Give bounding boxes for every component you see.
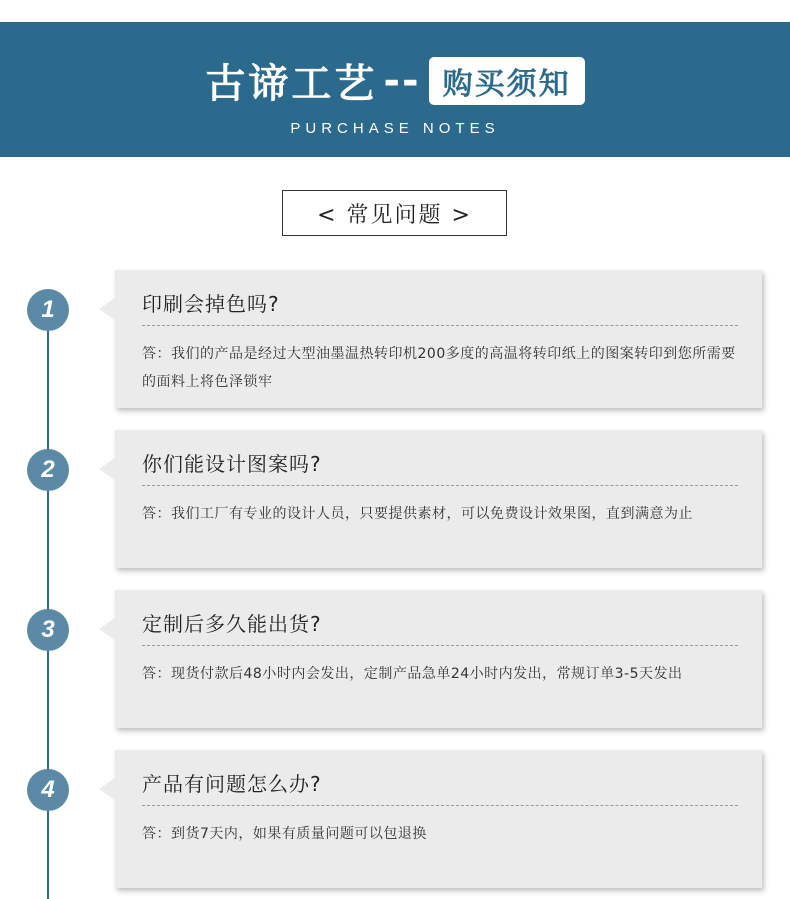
dashed-divider <box>142 485 738 486</box>
header-subtitle: PURCHASE NOTES <box>290 120 500 137</box>
dashed-divider <box>142 325 738 326</box>
faq-number-badge: 1 <box>27 289 69 331</box>
faq-card <box>115 750 762 888</box>
faq-question: 产品有问题怎么办? <box>142 772 322 796</box>
faq-number-badge: 3 <box>27 609 69 651</box>
faq-section-title: < 常见问题 > <box>282 190 507 236</box>
dashed-divider <box>142 805 738 806</box>
faq-question: 印刷会掉色吗? <box>142 292 280 316</box>
faq-answer: 答：我们工厂有专业的设计人员，只要提供素材，可以免费设计效果图，直到满意为止 <box>142 506 693 522</box>
brand-name: 古谛工艺 <box>205 61 378 107</box>
faq-number-badge: 4 <box>27 769 69 811</box>
header-banner <box>0 22 790 157</box>
faq-question: 你们能设计图案吗? <box>142 452 322 476</box>
faq-answer: 答：我们的产品是经过大型油墨温热转印机200多度的高温将转印纸上的图案转印到您所需要的面料上将色泽锁牢 <box>142 346 736 390</box>
purchase-notice-label: 购买须知 <box>429 57 585 105</box>
faq-card <box>115 270 762 408</box>
faq-card <box>115 430 762 568</box>
faq-answer: 答：到货7天内，如果有质量问题可以包退换 <box>142 826 427 842</box>
title-dash: -- <box>383 57 421 104</box>
faq-card <box>115 590 762 728</box>
faq-question: 定制后多久能出货? <box>142 612 322 636</box>
faq-answer: 答：现货付款后48小时内会发出，定制产品急单24小时内发出，常规订单3-5天发出 <box>142 666 683 682</box>
faq-number-badge: 2 <box>27 449 69 491</box>
header-title-row <box>0 52 790 109</box>
dashed-divider <box>142 645 738 646</box>
